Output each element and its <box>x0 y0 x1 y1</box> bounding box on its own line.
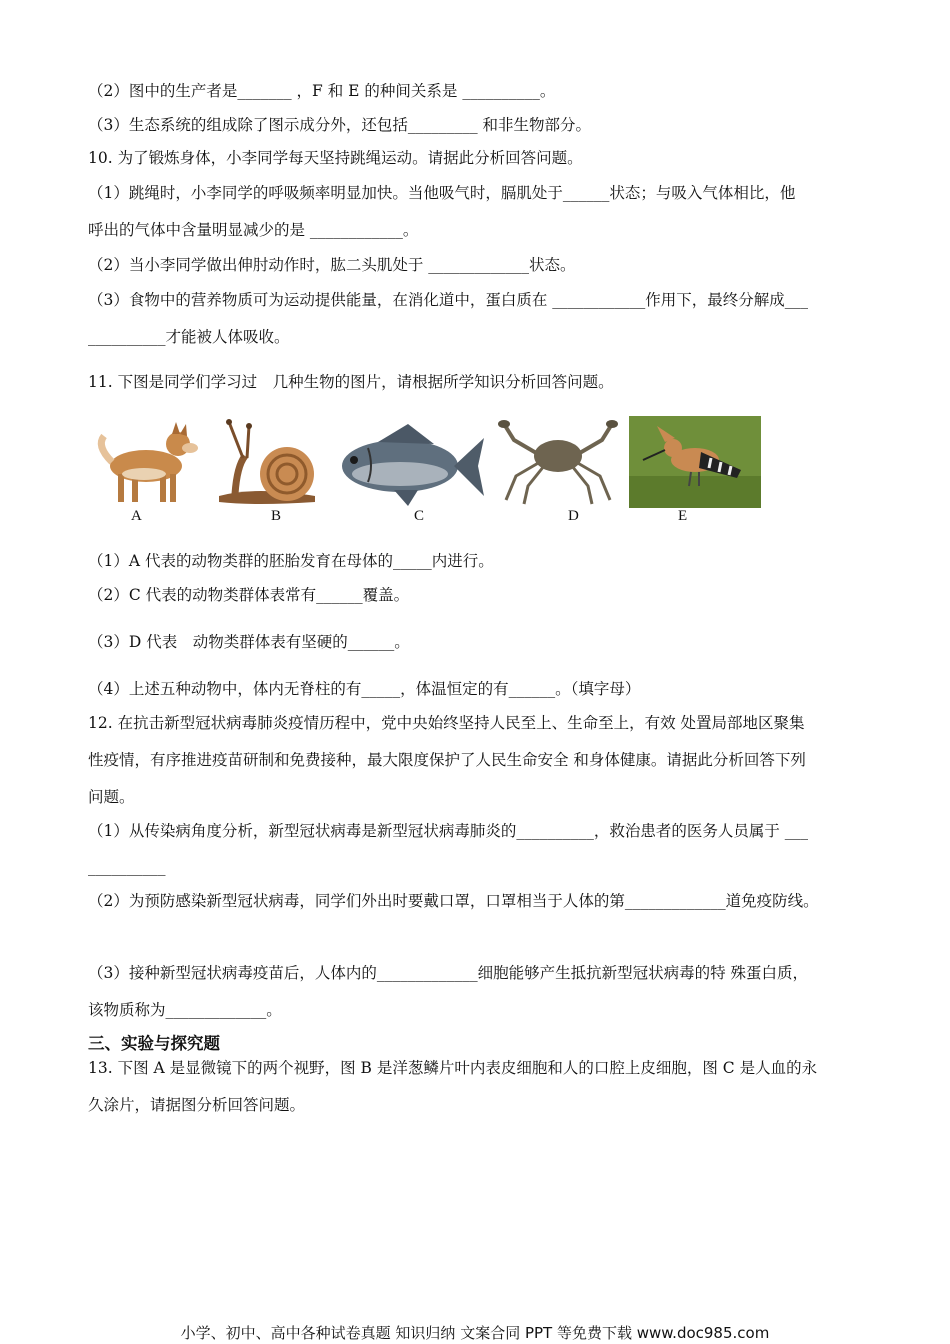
question-12-part-1-cont: __________ <box>88 858 166 876</box>
question-10-part-1: （1）跳绳时，小李同学的呼吸频率明显加快。当他吸气时，膈肌处于______状态；与吸入气体相比，他 <box>88 184 796 202</box>
question-11-part-4: （4）上述五种动物中，体内无脊柱的有_____，体温恒定的有______。（填字母） <box>88 680 641 698</box>
question-9-part-2: （2）图中的生产者是_______ ，F 和 E 的种间关系是 __________。 <box>88 82 556 100</box>
hoopoe-image <box>629 416 761 508</box>
question-12-part-3-cont: 该物质称为_____________。 <box>88 1001 282 1019</box>
crab-image <box>496 416 622 508</box>
question-10-stem: 10. 为了锻炼身体，小李同学每天坚持跳绳运动。请据此分析回答问题。 <box>88 149 583 167</box>
figure-label-b: B <box>271 508 282 524</box>
question-10-part-3-cont: __________才能被人体吸收。 <box>88 328 290 346</box>
question-11-part-2: （2）C 代表的动物类群体表常有______覆盖。 <box>88 586 410 604</box>
question-12-stem-cont-1: 性疫情，有序推进疫苗研制和免费接种，最大限度保护了人民生命安全 和身体健康。请据此分析回答下列 <box>88 751 806 769</box>
question-11-part-3: （3）D 代表 动物类群体表有坚硬的______。 <box>88 633 410 651</box>
dog-image <box>88 416 200 508</box>
question-12-stem-cont-2: 问题。 <box>88 788 135 806</box>
figure-label-d: D <box>568 508 579 524</box>
question-12-stem: 12. 在抗击新型冠状病毒肺炎疫情历程中，党中央始终坚持人民至上、生命至上，有效 处置局部地区聚集 <box>88 714 805 732</box>
figure-label-e: E <box>678 508 688 524</box>
snail-image <box>215 416 325 508</box>
figure-label-a: A <box>131 508 142 524</box>
question-12-part-1: （1）从传染病角度分析，新型冠状病毒是新型冠状病毒肺炎的__________，救治患者的医务人员属于 ___ <box>88 822 809 840</box>
figure-label-c: C <box>414 508 425 524</box>
fish-image <box>338 416 486 508</box>
question-10-part-2: （2）当小李同学做出伸肘动作时，肱二头肌处于 _____________状态。 <box>88 256 576 274</box>
footer-text: 小学、初中、高中各种试卷真题 知识归纳 文案合同 PPT 等免费下载 www.doc985.com <box>180 1324 770 1342</box>
question-13-stem-cont: 久涂片，请据图分析回答问题。 <box>88 1096 306 1114</box>
section-heading: 三、实验与探究题 <box>88 1034 220 1053</box>
question-11-stem: 11. 下图是同学们学习过 几种生物的图片，请根据所学知识分析回答问题。 <box>88 373 614 391</box>
question-9-part-3: （3）生态系统的组成除了图示成分外，还包括_________ 和非生物部分。 <box>88 116 592 134</box>
question-12-part-2: （2）为预防感染新型冠状病毒，同学们外出时要戴口罩，口罩相当于人体的第_____________道免疫防线。 <box>88 892 819 910</box>
question-13-stem: 13. 下图 A 是显微镜下的两个视野，图 B 是洋葱鳞片叶内表皮细胞和人的口腔上皮细胞，图 C 是人血的永 <box>88 1059 818 1077</box>
question-11-part-1: （1）A 代表的动物类群的胚胎发育在母体的_____内进行。 <box>88 552 494 570</box>
question-12-part-3: （3）接种新型冠状病毒疫苗后，人体内的_____________细胞能够产生抵抗新型冠状病毒的特 殊蛋白质， <box>88 964 809 982</box>
question-10-part-1-cont: 呼出的气体中含量明显减少的是 ____________。 <box>88 221 419 239</box>
question-10-part-3: （3）食物中的营养物质可为运动提供能量，在消化道中，蛋白质在 ____________作用下，最终分解成___ <box>88 291 809 309</box>
